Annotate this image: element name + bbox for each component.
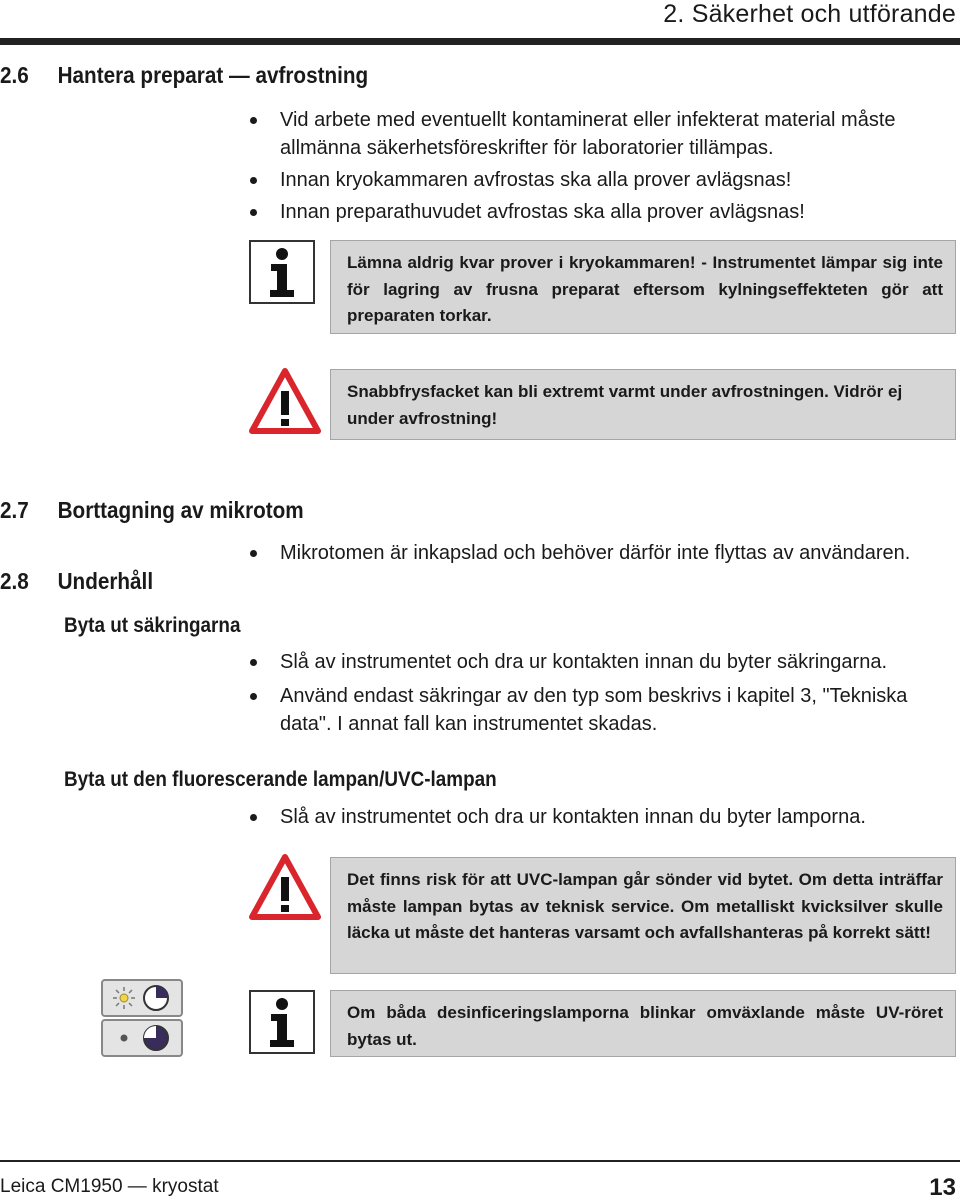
section-title: Underhåll [57, 568, 154, 594]
list-item: Mikrotomen är inkapslad och behöver därför inte flyttas av användaren. [250, 539, 956, 567]
list-item: Innan preparathuvudet avfrostas ska alla prover avlägsnas! [250, 198, 956, 226]
list-item: Vid arbete med eventuellt kontaminerat eller infekterat material måste allmänna säkerhetsföreskrifter för laboratorier tillämpas. [250, 106, 956, 162]
section-number: 2.8 [0, 568, 29, 594]
subheading-lamp: Byta ut den fluorescerande lampan/UVC-lampan [64, 768, 497, 791]
page-number: 13 [929, 1174, 956, 1201]
section-number: 2.6 [0, 62, 29, 88]
warning-note-lamp: Det finns risk för att UVC-lampan går sönder vid bytet. Om detta inträffar måste lampan bytas av teknisk service. Om metalliskt kvicksilver skulle läcka ut måste det hanteras varsamt och avfallshanteras på korrekt sätt! [330, 857, 956, 974]
list-item: Slå av instrumentet och dra ur kontakten innan du byter lamporna. [250, 803, 956, 831]
warning-triangle-icon [249, 853, 321, 921]
subheading-fuses: Byta ut säkringarna [64, 614, 241, 637]
section-heading-2-8 [0, 568, 153, 595]
bullet-list-lamp [250, 803, 956, 831]
info-note-lamp: Om båda desinficeringslamporna blinkar omväxlande måste UV-röret bytas ut. [330, 990, 956, 1057]
section-heading-2-7 [0, 497, 304, 524]
section-number: 2.7 [0, 497, 29, 523]
bullet-list-2-7 [250, 539, 956, 567]
list-item: Slå av instrumentet och dra ur kontakten innan du byter säkringarna. [250, 648, 956, 676]
bullet-list-2-6 [250, 106, 956, 226]
footer-rule [0, 1160, 960, 1162]
chapter-title: 2. Säkerhet och utförande [663, 0, 956, 28]
list-item: Innan kryokammaren avfrostas ska alla prover avlägsnas! [250, 166, 956, 194]
warning-note: Snabbfrysfacket kan bli extremt varmt under avfrostningen. Vidrör ej under avfrostning! [330, 369, 956, 440]
lamp-indicator-icon [100, 978, 184, 1058]
info-icon [249, 240, 315, 304]
info-note: Lämna aldrig kvar prover i kryokammaren! - Instrumentet lämpar sig inte för lagring av frusna preparat eftersom kylningseffekteten gör att preparaten torkar. [330, 240, 956, 334]
list-item: Använd endast säkringar av den typ som beskrivs i kapitel 3, "Tekniska data". I annat fall kan instrumentet skadas. [250, 682, 956, 738]
section-heading-2-6 [0, 62, 368, 89]
warning-triangle-icon [249, 367, 321, 435]
header-rule [0, 38, 960, 45]
section-title: Hantera preparat — avfrostning [57, 62, 369, 88]
bullet-list-fuses [250, 648, 956, 738]
section-title: Borttagning av mikrotom [57, 497, 304, 523]
footer-product: Leica CM1950 — kryostat [0, 1176, 219, 1197]
info-icon [249, 990, 315, 1054]
